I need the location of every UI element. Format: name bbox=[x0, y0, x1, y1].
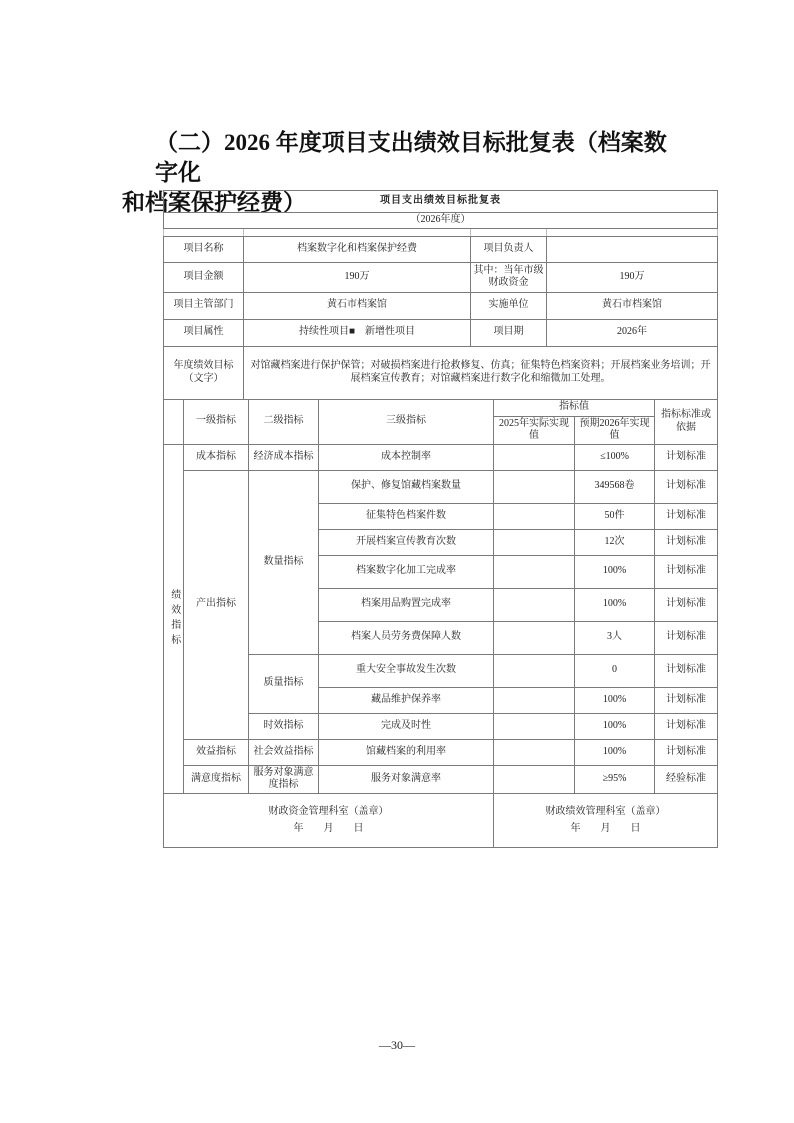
level3: 档案人员劳务费保障人数 bbox=[319, 621, 494, 654]
header-level2: 二级指标 bbox=[249, 399, 319, 444]
project-info-table bbox=[163, 190, 718, 400]
standard: 计划标准 bbox=[655, 588, 718, 621]
standard: 计划标准 bbox=[655, 621, 718, 654]
value-2025 bbox=[494, 621, 575, 654]
page-number: —30— bbox=[379, 1038, 415, 1052]
signature-right-date: 年 月 日 bbox=[570, 823, 641, 834]
header-2026-expected: 预期2026年实现值 bbox=[575, 416, 655, 444]
standard: 计划标准 bbox=[655, 470, 718, 503]
performance-target-form bbox=[163, 190, 717, 848]
indicator-row-cost bbox=[164, 444, 718, 470]
info-row-attribute bbox=[164, 319, 718, 346]
standard: 计划标准 bbox=[655, 713, 718, 739]
value-2025 bbox=[494, 713, 575, 739]
label-department: 项目主管部门 bbox=[164, 292, 244, 319]
level2-economic-cost: 经济成本指标 bbox=[249, 444, 319, 470]
value-2026: 100% bbox=[575, 555, 655, 588]
annual-goal-text: 对馆藏档案进行保护保管；对破损档案进行抢救修复、仿真；征集特色档案资料；开展档案业务培训；开展档案宣传教育；对馆藏档案进行数字化和缩微加工处理。 bbox=[244, 346, 718, 399]
info-row-project-name bbox=[164, 236, 718, 262]
level1-benefit: 效益指标 bbox=[184, 739, 249, 765]
level3: 开展档案宣传教育次数 bbox=[319, 529, 494, 555]
value-2025 bbox=[494, 687, 575, 713]
level2-quality: 质量指标 bbox=[249, 654, 319, 713]
indicator-table bbox=[163, 399, 718, 848]
value-2026: ≥95% bbox=[575, 765, 655, 793]
standard: 经验标准 bbox=[655, 765, 718, 793]
value-2026: 50件 bbox=[575, 503, 655, 529]
label-project-amount: 项目金额 bbox=[164, 262, 244, 292]
side-label-performance: 绩效指标 bbox=[164, 444, 184, 793]
indicator-header-row1 bbox=[164, 399, 718, 416]
level2-timeliness: 时效指标 bbox=[249, 713, 319, 739]
spacer-row bbox=[164, 228, 718, 236]
signature-right-cell bbox=[494, 793, 718, 847]
standard: 计划标准 bbox=[655, 444, 718, 470]
value-attribute: 持续性项目■ 新增性项目 bbox=[244, 319, 471, 346]
value-2026: 349568卷 bbox=[575, 470, 655, 503]
value-project-leader bbox=[547, 236, 718, 262]
label-project-leader: 项目负责人 bbox=[471, 236, 547, 262]
header-level3: 三级指标 bbox=[319, 399, 494, 444]
level3: 档案用品购置完成率 bbox=[319, 588, 494, 621]
value-2025 bbox=[494, 529, 575, 555]
value-2026: ≤100% bbox=[575, 444, 655, 470]
value-2025 bbox=[494, 503, 575, 529]
indicator-row-benefit bbox=[164, 739, 718, 765]
label-project-period: 项目期 bbox=[471, 319, 547, 346]
standard: 计划标准 bbox=[655, 529, 718, 555]
signature-right-office: 财政绩效管理科室（盖章） bbox=[545, 806, 666, 817]
info-row-department bbox=[164, 292, 718, 319]
standard: 计划标准 bbox=[655, 687, 718, 713]
value-2025 bbox=[494, 588, 575, 621]
level3: 服务对象满意率 bbox=[319, 765, 494, 793]
level2-social-benefit: 社会效益指标 bbox=[249, 739, 319, 765]
form-title: 项目支出绩效目标批复表 bbox=[164, 191, 718, 213]
value-2026: 100% bbox=[575, 713, 655, 739]
heading-line1: （二）2026 年度项目支出绩效目标批复表（档案数字化 bbox=[155, 130, 667, 185]
value-2026: 100% bbox=[575, 588, 655, 621]
value-2026: 100% bbox=[575, 739, 655, 765]
label-project-name: 项目名称 bbox=[164, 236, 244, 262]
value-project-name: 档案数字化和档案保护经费 bbox=[244, 236, 471, 262]
level3: 重大安全事故发生次数 bbox=[319, 654, 494, 687]
standard: 计划标准 bbox=[655, 654, 718, 687]
label-city-funds: 其中：当年市级财政资金 bbox=[471, 262, 547, 292]
level1-output: 产出指标 bbox=[184, 470, 249, 739]
standard: 计划标准 bbox=[655, 503, 718, 529]
annual-goal-row bbox=[164, 346, 718, 399]
standard: 计划标准 bbox=[655, 555, 718, 588]
value-implementing-unit: 黄石市档案馆 bbox=[547, 292, 718, 319]
value-2026: 100% bbox=[575, 687, 655, 713]
label-annual-goal: 年度绩效目标（文字） bbox=[164, 346, 244, 399]
header-level1: 一级指标 bbox=[184, 399, 249, 444]
info-row-project-amount bbox=[164, 262, 718, 292]
value-2025 bbox=[494, 470, 575, 503]
level2-service-satisfaction: 服务对象满意度指标 bbox=[249, 765, 319, 793]
level3: 藏品维护保养率 bbox=[319, 687, 494, 713]
level3: 保护、修复馆藏档案数量 bbox=[319, 470, 494, 503]
value-2026: 12次 bbox=[575, 529, 655, 555]
signature-left-office: 财政资金管理科室（盖章） bbox=[268, 806, 389, 817]
level3: 档案数字化加工完成率 bbox=[319, 555, 494, 588]
signature-row bbox=[164, 793, 718, 847]
standard: 计划标准 bbox=[655, 739, 718, 765]
header-value-group: 指标值 bbox=[494, 399, 655, 416]
value-2025 bbox=[494, 654, 575, 687]
value-department: 黄石市档案馆 bbox=[244, 292, 471, 319]
label-implementing-unit: 实施单位 bbox=[471, 292, 547, 319]
level1-satisfaction: 满意度指标 bbox=[184, 765, 249, 793]
signature-left-date: 年 月 日 bbox=[293, 823, 364, 834]
value-project-amount: 190万 bbox=[244, 262, 471, 292]
value-2026: 0 bbox=[575, 654, 655, 687]
signature-left-cell bbox=[164, 793, 494, 847]
value-2025 bbox=[494, 555, 575, 588]
value-2025 bbox=[494, 765, 575, 793]
level3: 征集特色档案件数 bbox=[319, 503, 494, 529]
indicator-row bbox=[164, 470, 718, 503]
value-project-period: 2026年 bbox=[547, 319, 718, 346]
label-attribute: 项目属性 bbox=[164, 319, 244, 346]
level2-quantity: 数量指标 bbox=[249, 470, 319, 654]
level3: 成本控制率 bbox=[319, 444, 494, 470]
value-2025 bbox=[494, 739, 575, 765]
level3: 馆藏档案的利用率 bbox=[319, 739, 494, 765]
indicator-row-satisfaction bbox=[164, 765, 718, 793]
side-spacer-cell bbox=[164, 399, 184, 444]
heading-line2: 和档案保护经费） bbox=[122, 190, 306, 215]
value-city-funds: 190万 bbox=[547, 262, 718, 292]
header-standard: 指标标准或依据 bbox=[655, 399, 718, 444]
form-subtitle: （2026年度） bbox=[164, 213, 718, 229]
level3: 完成及时性 bbox=[319, 713, 494, 739]
value-2026: 3人 bbox=[575, 621, 655, 654]
level1-cost: 成本指标 bbox=[184, 444, 249, 470]
value-2025 bbox=[494, 444, 575, 470]
header-2025-actual: 2025年实际实现值 bbox=[494, 416, 575, 444]
